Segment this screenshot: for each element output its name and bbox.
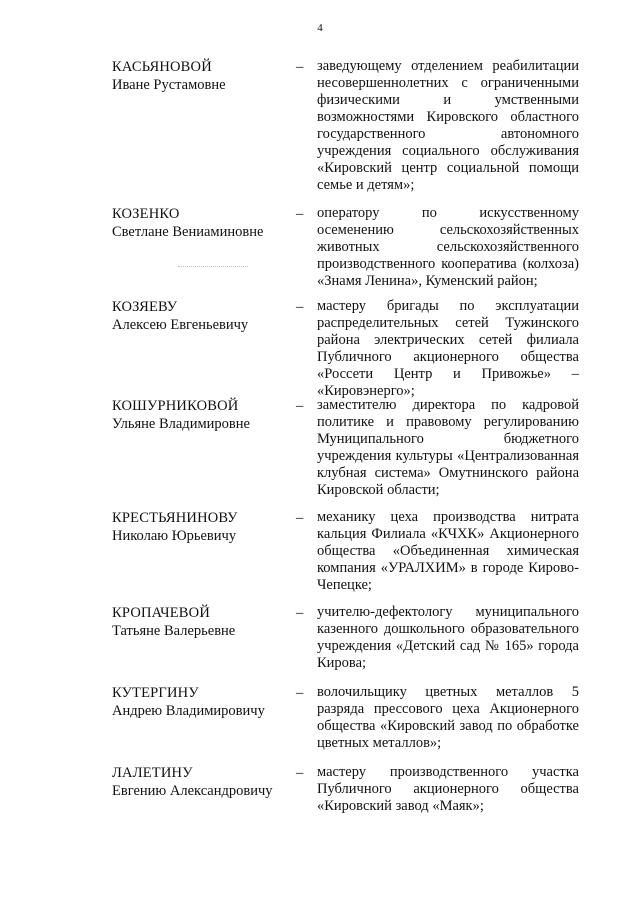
recipient-position: оператору по искусственному осеменению сельскохозяйственных животных сельскохозяйственного производственного кооператива (колхоза) «Знамя Ленина», Куменский район; (317, 205, 579, 289)
recipient-surname: КРОПАЧЕВОЙ (112, 605, 211, 621)
recipient-position: заместителю директора по кадровой политике и правовому регулированию Муниципального бюджетного учреждения культуры «Централизованная клубная система» Омутнинского района Кировской области; (317, 397, 579, 498)
recipient-given-name: Ульяне Владимировне (112, 416, 250, 432)
recipient-name (112, 397, 287, 433)
recipient-name (112, 298, 287, 334)
separator-dash: – (296, 685, 304, 701)
recipient-surname: КАСЬЯНОВОЙ (112, 59, 212, 75)
recipient-surname: КРЕСТЬЯНИНОВУ (112, 510, 238, 526)
recipient-name (112, 509, 287, 545)
recipient-given-name: Николаю Юрьевичу (112, 528, 237, 544)
recipient-position: учителю-дефектологу муниципального казенного дошкольного образовательного учреждения «Детский сад № 165» города Кирова; (317, 604, 579, 671)
separator-dash: – (296, 765, 304, 781)
recipient-position: мастеру бригады по эксплуатации распределительных сетей Тужинского района электрических сетей филиала Публичного акционерного общества «Россети Центр и Привожье» – «Кировэнерго»; (317, 298, 579, 399)
separator-dash: – (296, 398, 304, 414)
recipient-surname: КОШУРНИКОВОЙ (112, 398, 239, 414)
recipient-name (112, 58, 287, 94)
scan-artifact (178, 266, 248, 271)
recipient-given-name: Евгению Александровичу (112, 783, 273, 799)
page-number: 4 (317, 22, 323, 34)
separator-dash: – (296, 299, 304, 315)
recipient-position: волочильщику цветных металлов 5 разряда прессового цеха Акционерного общества «Кировский завод по обработке цветных металлов»; (317, 684, 579, 751)
recipient-name (112, 604, 287, 640)
recipient-name (112, 684, 287, 720)
recipient-name (112, 205, 287, 241)
separator-dash: – (296, 59, 304, 75)
recipient-given-name: Иване Рустамовне (112, 77, 226, 93)
recipient-position: механику цеха производства нитрата кальция Филиала «КЧХК» Акционерного общества «Объединенная химическая компания «УРАЛХИМ» в городе Кирово-Чепецке; (317, 509, 579, 593)
recipient-surname: ЛАЛЕТИНУ (112, 765, 193, 781)
recipient-name (112, 764, 287, 800)
recipient-given-name: Андрею Владимировичу (112, 703, 265, 719)
separator-dash: – (296, 510, 304, 526)
separator-dash: – (296, 605, 304, 621)
recipient-position: мастеру производственного участка Публичного акционерного общества «Кировский завод «Маяк»; (317, 764, 579, 814)
recipient-given-name: Татьяне Валерьевне (112, 623, 236, 639)
recipient-surname: КУТЕРГИНУ (112, 685, 199, 701)
separator-dash: – (296, 206, 304, 222)
recipient-surname: КОЗЯЕВУ (112, 299, 178, 315)
recipient-position: заведующему отделением реабилитации несовершеннолетних с ограниченными физическими и умственными возможностями Кировского областного государственного автономного учреждения социального обслуживания «Кировский центр социальной помощи семье и детям»; (317, 58, 579, 193)
recipient-given-name: Алексею Евгеньевичу (112, 317, 249, 333)
recipient-surname: КОЗЕНКО (112, 206, 180, 222)
recipient-given-name: Светлане Вениаминовне (112, 224, 264, 240)
